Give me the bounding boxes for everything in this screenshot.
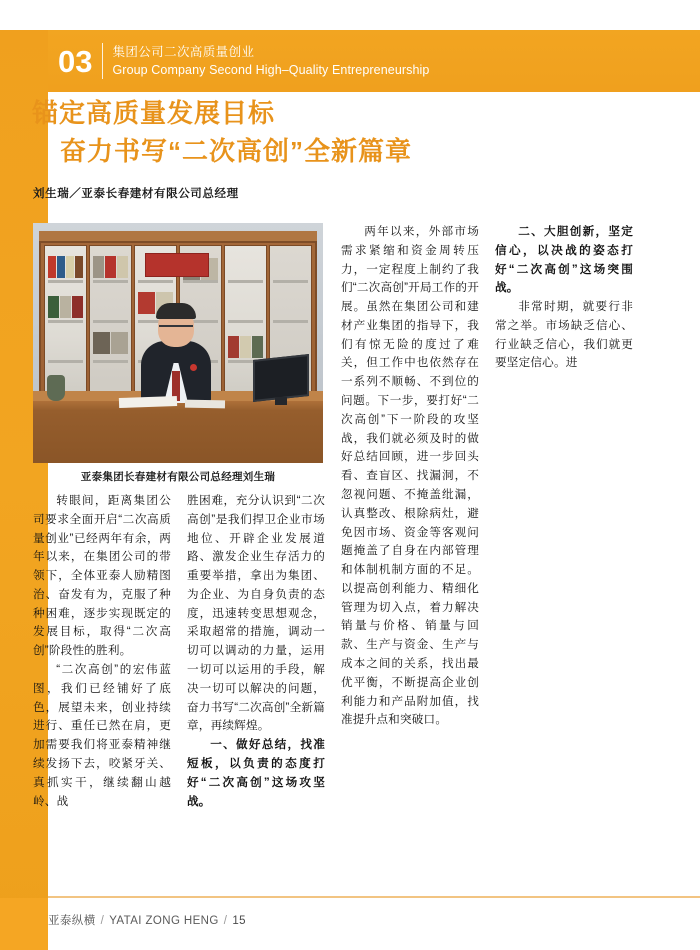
headline-line-2: 奋力书写“二次高创”全新篇章 [60,135,413,166]
photo-red-banner [145,253,209,277]
header-title-cn: 集团公司二次高质量创业 [112,45,255,60]
photo-monitor [253,354,309,402]
header-divider [102,43,103,79]
photo-bookcase-top [39,231,317,243]
paragraph: 胜困难，充分认识到“二次高创”是我们捍卫企业市场地位、开辟企业发展道路、激发企业生存活力的重要举措，拿出为集团、为企业、为自身负责的态度，迅速转变思想观念，采取超常的措施，调动一切可以调动的力量，运用一切可以运用的手段，解决一切可以解决的问题，奋力书写“二次高创”全新篇章，再续辉煌。 [187,494,325,733]
article-photo [33,223,323,463]
paragraph: 非常时期，就要行非常之举。市场缺乏信心、行业缺乏信心，我们就更要坚定信心。进 [495,300,633,370]
paragraph: 两年以来，外部市场需求紧缩和资金周转压力，一定程度上制约了我们“二次高创”开局工作的开展。虽然在集团公司和建材产业集团的指导下，我们有惊无险的度过了难关，但工作中也依然存在一系列不顺畅、不到位的问题。下一步，要打好“二次高创”下一阶段的攻坚战，我们就必须及时的做好总结回顾，进一步回头看、查盲区、找漏洞，不忽视问题、不掩盖纰漏，认真整改、根除病灶，避免因市场、资金等客观问题掩盖了自身在内部管理和体制机制方面的不足。以提高创利能力、精细化管理为切入点，着力解决销量与价格、销量与回款、生产与资金、生产与成本之间的关系，找出最优平衡，不断提高企业创利能力和产品附加值，找准提升点和突破口。 [341,225,479,727]
footer-page-number: 15 [232,915,246,927]
header-title-en: Group Company Second High–Quality Entrepreneurship [112,62,430,77]
body-column-4 [495,223,633,860]
photo-papers-secondary [185,400,225,409]
page-title [32,95,612,170]
body-column-3 [341,223,479,860]
header-content [48,30,700,92]
photo-person-glasses [159,325,193,332]
photo-door [89,245,132,397]
photo-monitor-stand [275,397,287,405]
photo-caption: 亚泰集团长春建材有限公司总经理刘生瑞 [80,471,276,483]
band-top-spacer [0,0,48,30]
paragraph: 转眼间，距离集团公司要求全面开启“二次高质量创业”已经两年有余，两年以来，在集团公司的带领下，全体亚泰人励精图治、奋发有为，克服了种种困难，逐步实现既定的发展目标，取得“二次高创”阶段性的胜利。 [33,494,171,658]
header-title-group [112,45,429,77]
subheading: 一、做好总结，找准短板，以负责的态度打好“二次高创”这场攻坚战。 [187,738,325,808]
byline: 刘生瑞／亚泰长春建材有限公司总经理 [33,188,239,200]
subheading: 二、大胆创新，坚定信心，以决战的姿态打好“二次高创”这场突围战。 [495,225,633,295]
footer-title-cn: 亚泰纵横 [48,915,96,927]
body-column-1 [33,492,171,860]
footer-slash-1: / [100,915,105,927]
footer-accent-band [0,898,48,950]
headline-line-1: 锚定高质量发展目标 [32,98,276,128]
footer-slash-2: / [223,915,228,927]
photo-person-badge [190,364,197,371]
footer-title-en: YATAI ZONG HENG [109,915,219,927]
body-column-2 [187,492,325,860]
photo-plant [47,375,65,401]
photo-papers [119,396,177,408]
photo-person-hair [156,303,196,319]
paragraph: “二次高创”的宏伟蓝图，我们已经铺好了底色，展望未来，创业持续进行、重任已然在肩，更加需要我们将亚泰精神继续发扬下去，咬紧牙关、真抓实干，继续翻山越岭、战 [33,663,171,808]
page-number: 03 [58,43,93,79]
photo-canvas [33,223,323,463]
photo-desk [33,397,323,463]
footer-rule [48,896,700,898]
page-header [48,30,700,92]
page-footer [48,912,700,928]
